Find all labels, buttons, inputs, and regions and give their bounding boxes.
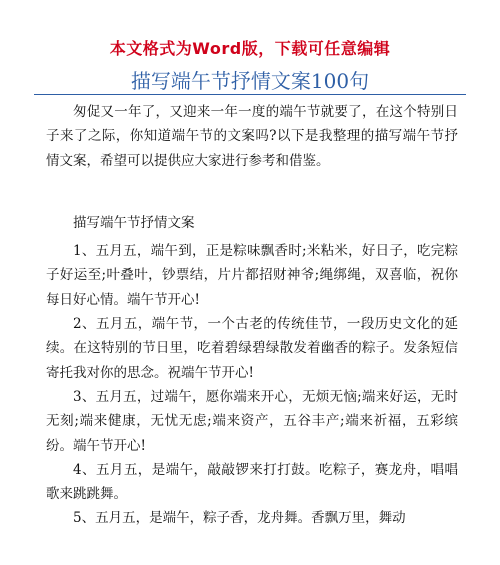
title-divider [34, 94, 466, 95]
section-heading: 描写端午节抒情文案 [73, 214, 195, 231]
list-item: 2、五月五，端午节，一个古老的传统佳节，一段历史文化的延续。在这特别的节日里，吃着碧绿碧绿散发着幽香的粽子。发条短信寄托我对你的思念。祝端午节开心! [46, 316, 458, 381]
section-spacer [46, 173, 458, 211]
format-notice: 本文格式为Word版，下载可任意编辑 [109, 39, 391, 58]
intro-paragraph: 匆促又一年了，又迎来一年一度的端午节就要了，在这个特别日子来了之际，你知道端午节的文案吗?以下是我整理的描写端午节抒情文案，希望可以提供应大家进行参考和借鉴。 [46, 104, 458, 169]
list-item: 4、五月五，是端午，敲敲锣来打打鼓。吃粽子，赛龙舟，唱唱歌来跳跳舞。 [46, 461, 458, 503]
list-item: 3、五月五，过端午，愿你端来开心，无烦无恼;端来好运，无时无刻;端来健康，无忧无虑;端来资产，五谷丰产;端来祈福，五彩缤纷。端午节开心! [46, 388, 458, 454]
document-title: 描写端午节抒情文案100句 [130, 69, 370, 93]
list-item: 1、五月五，端午到，正是粽味飘香时;米粘米，好日子，吃完粽子好运至;叶叠叶，钞票结，片片都招财神爷;绳绑绳，双喜临，祝你每日好心情。端午节开心! [46, 243, 458, 308]
list-item: 5、五月五，是端午，粽子香，龙舟舞。香飘万里，舞动 [73, 510, 406, 527]
document-body [46, 100, 458, 531]
